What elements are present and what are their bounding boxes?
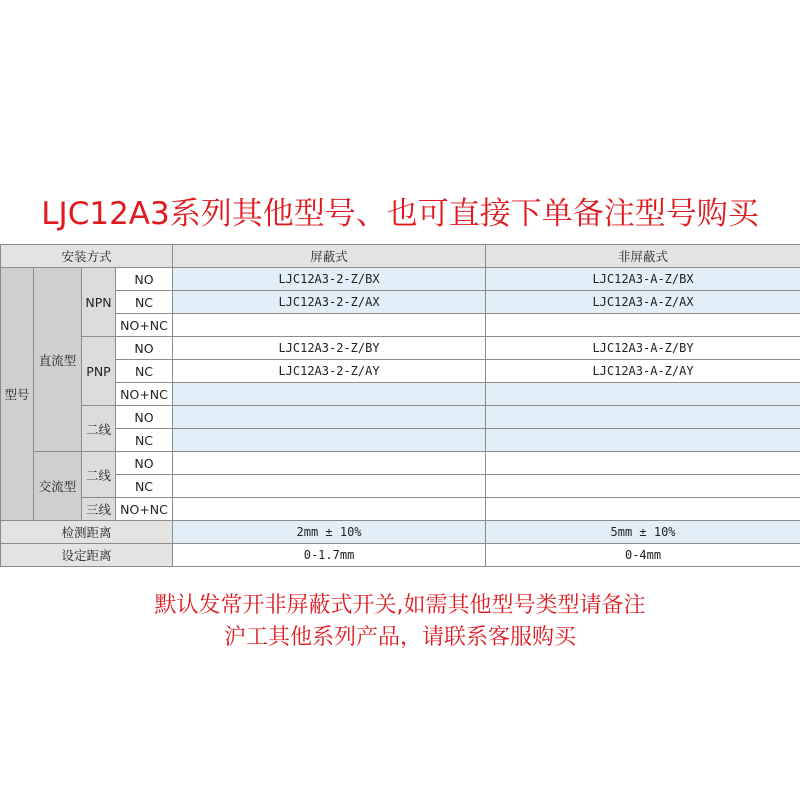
shielded-model — [173, 498, 486, 521]
shielded-model — [173, 383, 486, 406]
shielded-model: LJC12A3-2-Z/BY — [173, 337, 486, 360]
ac-type-label: 交流型 — [34, 452, 82, 521]
detect-distance-label: 检测距离 — [1, 521, 173, 544]
unshielded-model: LJC12A3-A-Z/AY — [486, 360, 800, 383]
type-cell: NO+NC — [116, 498, 173, 521]
shielded-model — [173, 475, 486, 498]
setting-distance-label: 设定距离 — [1, 544, 173, 567]
unshielded-model: LJC12A3-A-Z/BX — [486, 268, 800, 291]
unshielded-model — [486, 314, 800, 337]
unshielded-model — [486, 383, 800, 406]
setting-distance-unshielded: 0-4mm — [486, 544, 800, 567]
type-cell: NO — [116, 452, 173, 475]
unshielded-model — [486, 452, 800, 475]
shielded-model — [173, 429, 486, 452]
shielded-model: LJC12A3-2-Z/AY — [173, 360, 486, 383]
type-cell: NC — [116, 360, 173, 383]
shielded-model — [173, 452, 486, 475]
shielded-model: LJC12A3-2-Z/AX — [173, 291, 486, 314]
type-cell: NC — [116, 475, 173, 498]
type-cell: NO — [116, 268, 173, 291]
page-title: LJC12A3系列其他型号、也可直接下单备注型号购买 — [41, 196, 759, 232]
unshielded-model — [486, 498, 800, 521]
model-label: 型号 — [1, 268, 34, 521]
type-cell: NO — [116, 337, 173, 360]
shielded-model: LJC12A3-2-Z/BX — [173, 268, 486, 291]
model-spec-table — [0, 244, 800, 567]
detect-distance-shielded: 2mm ± 10% — [173, 521, 486, 544]
mount-header: 安装方式 — [1, 245, 173, 268]
footer-note-line2: 沪工其他系列产品，请联系客服购买 — [223, 625, 576, 650]
unshielded-header: 非屏蔽式 — [486, 245, 800, 268]
type-cell: NO — [116, 406, 173, 429]
setting-distance-shielded: 0-1.7mm — [173, 544, 486, 567]
ac-three-wire-label: 三线 — [82, 498, 116, 521]
footer-note-line1: 默认发常开非屏蔽式开关,如需其他型号类型请备注 — [154, 593, 646, 618]
type-cell: NO+NC — [116, 383, 173, 406]
unshielded-model — [486, 475, 800, 498]
shielded-header: 屏蔽式 — [173, 245, 486, 268]
pnp-label: PNP — [82, 337, 116, 406]
type-cell: NO+NC — [116, 314, 173, 337]
unshielded-model: LJC12A3-A-Z/AX — [486, 291, 800, 314]
unshielded-model — [486, 406, 800, 429]
type-cell: NC — [116, 429, 173, 452]
ac-two-wire-label: 二线 — [82, 452, 116, 498]
shielded-model — [173, 314, 486, 337]
type-cell: NC — [116, 291, 173, 314]
detect-distance-unshielded: 5mm ± 10% — [486, 521, 800, 544]
npn-label: NPN — [82, 268, 116, 337]
unshielded-model — [486, 429, 800, 452]
shielded-model — [173, 406, 486, 429]
unshielded-model: LJC12A3-A-Z/BY — [486, 337, 800, 360]
dc-type-label: 直流型 — [34, 268, 82, 452]
dc-two-wire-label: 二线 — [82, 406, 116, 452]
